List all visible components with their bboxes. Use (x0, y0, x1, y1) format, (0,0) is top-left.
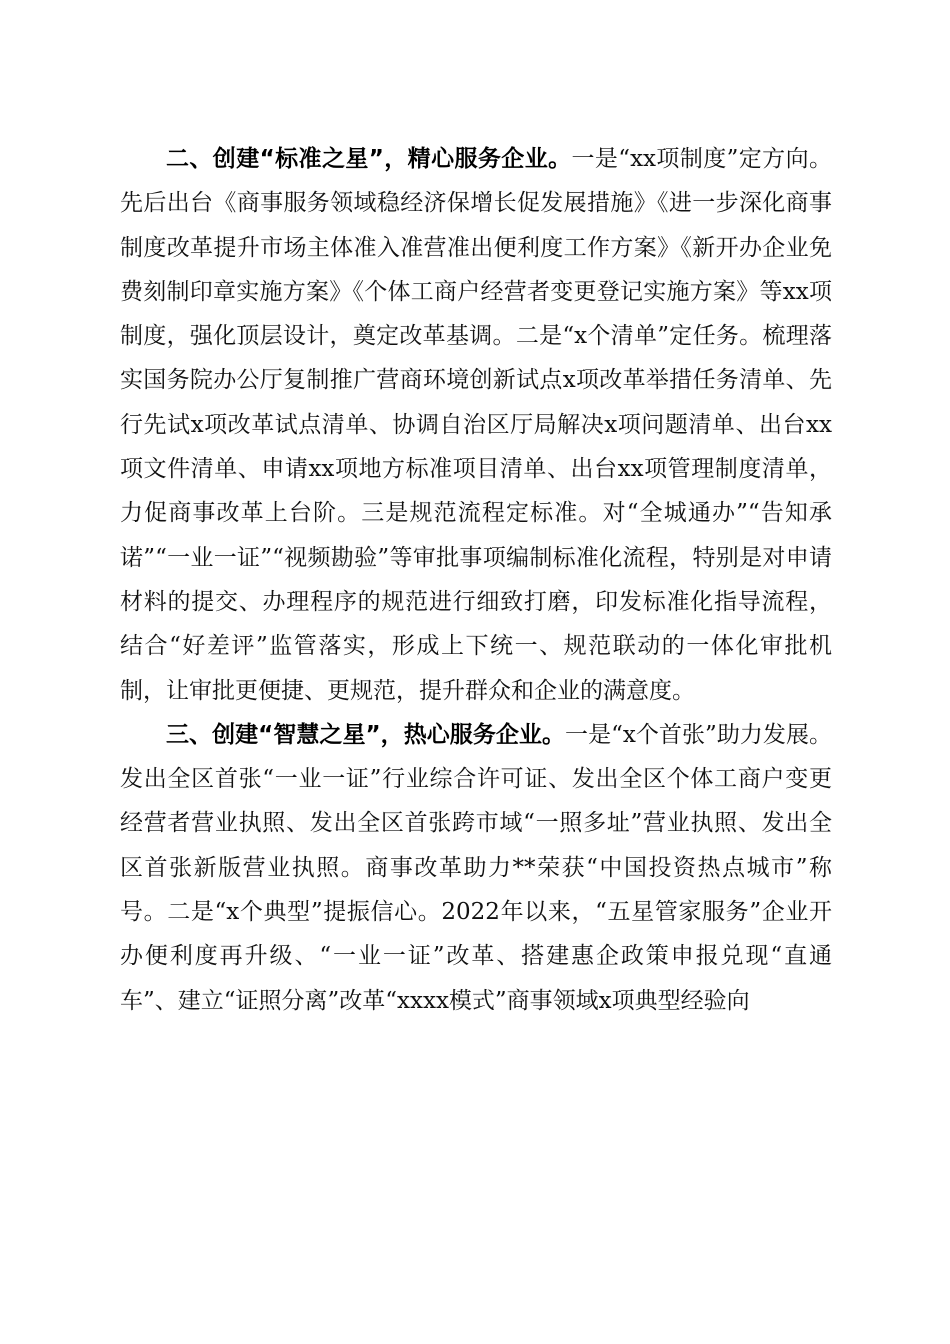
paragraph-smart-star (120, 713, 832, 1023)
section-heading-standard-star: 二、创建“标准之星”，精心服务企业。 (166, 146, 572, 172)
document-body (120, 137, 832, 1023)
section-heading-smart-star: 三、创建“智慧之星”，热心服务企业。 (166, 721, 566, 748)
paragraph-standard-star (120, 137, 832, 713)
section-body-smart-star: 一是“x个首张”助力发展。发出全区首张“一业一证”行业综合许可证、发出全区个体工商户变更经营者营业执照、发出全区首张跨市域“一照多址”营业执照、发出全区首张新版营业执照。商事改革助力**荣获“中国投资热点城市”称号。二是“x个典型”提振信心。2022年以来，“五星管家服务”企业开办便利度再升级、“一业一证”改革、搭建惠企政策申报兑现“直通车”、建立“证照分离”改革“xxxx模式”商事领域x项典型经验向 (120, 721, 832, 1014)
section-body-standard-star: 一是“xx项制度”定方向。先后出台《商事服务领域稳经济保增长促发展措施》《进一步深化商事制度改革提升市场主体准入准营准出便利度工作方案》《新开办企业免费刻制印章实施方案》《个体工商户经营者变更登记实施方案》等xx项制度，强化顶层设计，奠定改革基调。二是“x个清单”定任务。梳理落实国务院办公厅复制推广营商环境创新试点x项改革举措任务清单、先行先试x项改革试点清单、协调自治区厅局解决x项问题清单、出台xx项文件清单、申请xx项地方标准项目清单、出台xx项管理制度清单，力促商事改革上台阶。三是规范流程定标准。对“全城通办”“告知承诺”“一业一证”“视频勘验”等审批事项编制标准化流程，特别是对申请材料的提交、办理程序的规范进行细致打磨，印发标准化指导流程，结合“好差评”监管落实，形成上下统一、规范联动的一体化审批机制，让审批更便捷、更规范，提升群众和企业的满意度。 (120, 146, 832, 704)
